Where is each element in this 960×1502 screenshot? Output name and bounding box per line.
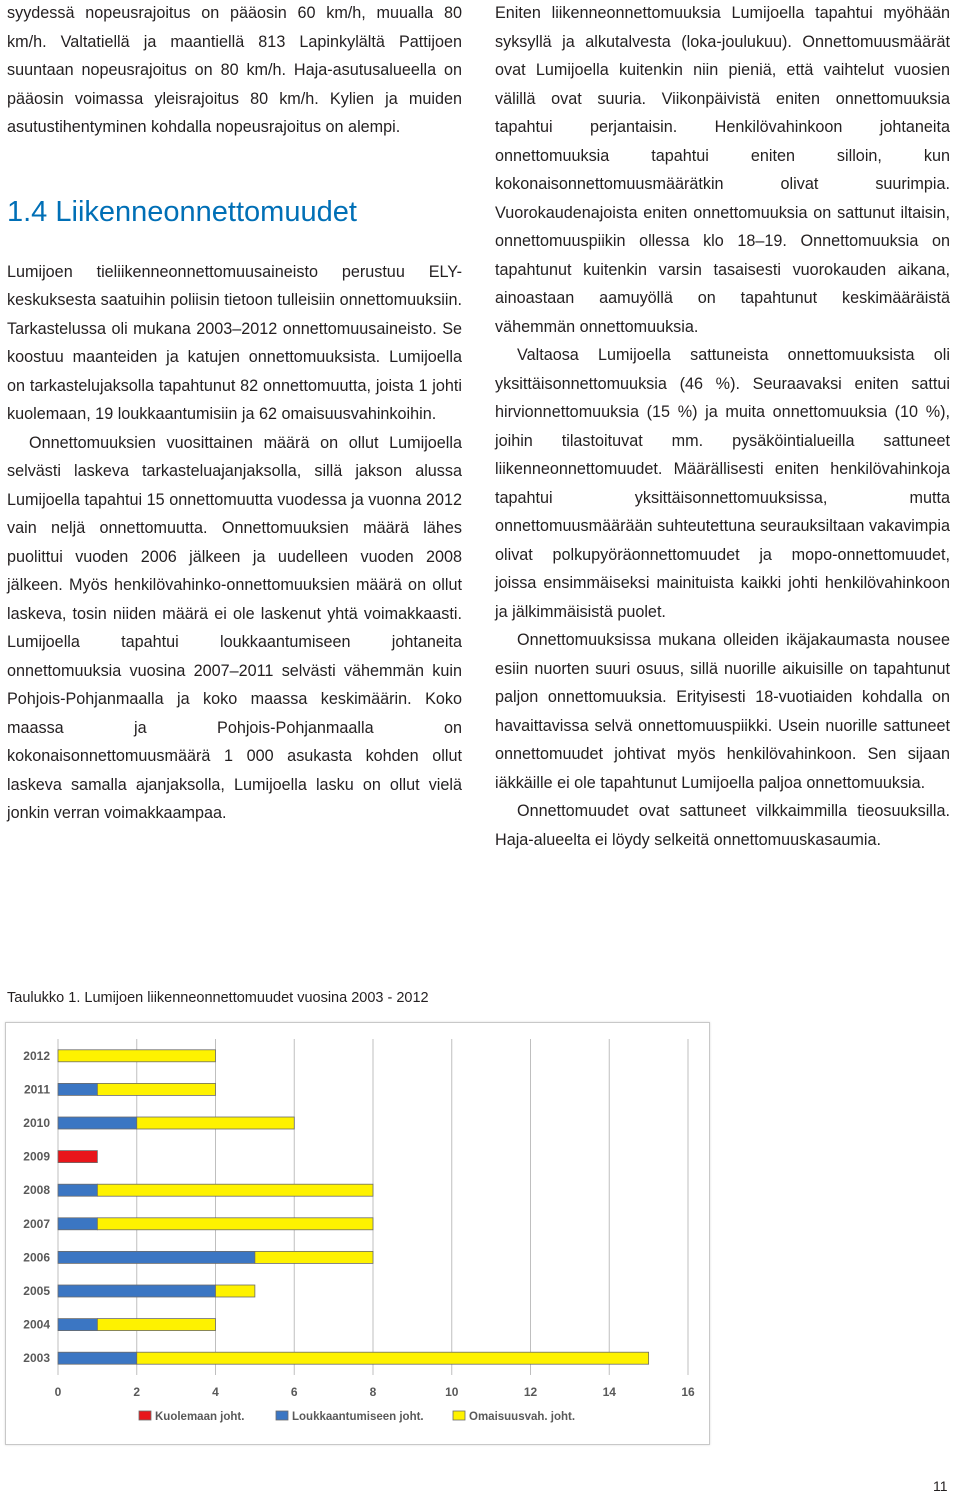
bar-segment [137,1117,295,1129]
legend-label: Omaisuusvah. joht. [469,1411,576,1423]
bar-segment [58,1352,137,1364]
bar-segment [97,1083,215,1095]
x-tick-label: 6 [290,1385,298,1399]
y-tick-label: 2011 [23,1082,50,1097]
page-number: 11 [933,1478,948,1494]
bar-segment [58,1050,216,1062]
bar-segment [58,1117,137,1129]
legend-label: Loukkaantumiseen joht. [292,1411,424,1423]
x-tick-label: 8 [369,1385,377,1399]
body-paragraph: Onnettomuuksissa mukana olleiden ikäjakaumasta nousee esiin nuorten suuri osuus, sillä nuorille aikuisille on tapahtunut paljon onnettomuuksia. Erityisesti 18-vuotiaiden kohdalla on havaittavissa selvä onnettomuuspiikki. Usein nuorille sattuneet onnettomuudet johtivat myös henkilövahinkoon. Sen sijaan iäkkäille ei ole tapahtunut Lumijoella paljoa onnettomuuksia. [495,631,950,792]
bar-segment [58,1151,97,1163]
legend-swatch [453,1411,465,1420]
y-tick-label: 2008 [23,1183,50,1198]
y-tick-label: 2012 [23,1048,50,1063]
chart-svg [6,1023,709,1444]
bar-segment [58,1285,216,1297]
section-heading: 1.4 Liikenneonnettomuudet [7,195,357,228]
bar-segment [97,1218,373,1230]
bar-segment [216,1285,255,1297]
bar-segment [58,1251,255,1263]
bar-segment [97,1184,373,1196]
bar-segment [58,1083,97,1095]
y-tick-label: 2005 [23,1284,50,1298]
y-tick-label: 2010 [23,1116,50,1130]
body-paragraph: Onnettomuudet ovat sattuneet vilkkaimmilla tieosuuksilla. Haja-alueelta ei löydy selkeitä onnettomuuskasaumia. [495,802,950,849]
x-tick-label: 4 [212,1385,219,1399]
x-tick-label: 14 [602,1385,616,1399]
right-column [495,0,950,854]
figure-caption: Taulukko 1. Lumijoen liikenneonnettomuudet vuosina 2003 - 2012 [7,990,429,1006]
bar-segment [58,1319,97,1331]
left-column [7,0,462,828]
y-tick-label: 2003 [23,1351,50,1366]
x-tick-label: 2 [133,1385,141,1399]
y-tick-label: 2009 [23,1149,50,1164]
legend-label: Kuolemaan joht. [155,1411,245,1423]
x-tick-label: 10 [445,1385,459,1399]
bar-segment [97,1319,215,1331]
x-tick-label: 12 [523,1385,538,1399]
y-tick-label: 2007 [23,1216,50,1231]
legend-swatch [276,1411,288,1420]
body-paragraph: Valtaosa Lumijoella sattuneista onnettomuuksista oli yksittäisonnettomuuksia (46 %). Seuraavaksi eniten sattui hirvionnettomuuksia (15 %) ja muita onnettomuuksia (10 %), joihin tilastoituvat mm. pysäköintialueilla sattuneet liikenneonnettomuudet. Määrällisesti eniten henkilövahinkoja tapahtui yksittäisonnettomuuksissa, mutta onnettomuusmäärään suhteutettuna seurauksiltaan vakavimpia olivat polkupyöräonnettomuudet ja mopo-onnettomuudet, joissa ensimmäiseksi mainituista kaikki johti henkilövahinkoon ja jälkimmäisistä puolet. [495,346,950,621]
y-tick-label: 2004 [23,1317,50,1332]
x-tick-label: 16 [681,1385,695,1399]
bar-segment [137,1352,649,1364]
intro-paragraph: syydessä nopeusrajoitus on pääosin 60 km/h, muualla 80 km/h. Valtatiellä ja maantiellä 813 Lapinkylältä Pattijoen suuntaan nopeusrajoitus on 80 km/h. Haja-asutusalueella on pääosin voimassa yleisrajoitus 80 km/h. Kylien ja muiden asutustihentyminen kohdalla nopeusrajoitus on alempi. [7,4,462,136]
legend-swatch [139,1411,151,1420]
bar-segment [255,1251,373,1263]
bar-segment [58,1184,97,1196]
x-tick-label: 0 [54,1385,62,1399]
accidents-chart [5,1022,710,1445]
y-tick-label: 2006 [23,1250,50,1265]
body-paragraph: Onnettomuuksien vuosittainen määrä on ollut Lumijoella selvästi laskeva tarkasteluajanjaksolla, sillä jakson alussa Lumijoella tapahtui 15 onnettomuutta vuodessa ja vuonna 2012 vain neljä onnettomuutta. Onnettomuuksien määrä lähes puolittui vuoden 2006 jälkeen ja uudelleen vuoden 2008 jälkeen. Myös henkilövahinko-onnettomuuksien määrä on ollut laskeva, tosin niiden määrä ei ole laskenut yhtä voimakkaasti. Lumijoella tapahtui loukkaantumiseen johtaneita onnettomuuksia vuosina 2007–2011 selvästi vähemmän kuin Pohjois-Pohjanmaalla ja koko maassa keskimäärin. Koko maassa ja Pohjois-Pohjanmaalla on kokonaisonnettomuusmäärä 1 000 asukasta kohden ollut laskeva samalla ajanjaksolla, Lumijoella lasku on ollut vielä jonkin verran voimakkaampaa. [7,433,462,822]
bar-segment [58,1218,97,1230]
body-paragraph: Eniten liikenneonnettomuuksia Lumijoella tapahtui myöhään syksyllä ja alkutalvesta (loka-joulukuu). Onnettomuusmäärät ovat Lumijoella kuitenkin niin pieniä, että vaihtelut vuosien välillä ovat suuria. Viikonpäivistä eniten onnettomuuksia tapahtui perjantaisin. Henkilövahinkoon johtaneita onnettomuuksia tapahtui eniten silloin, kun kokonaisonnettomuusmäärätkin olivat suurimpia. Vuorokaudenajoista eniten onnettomuuksia on sattunut iltaisin, onnettomuuspiikin ollessa klo 18–19. Onnettomuuksia on tapahtunut kuitenkin varsin tasaisesti vuorokauden aikana, ainoastaan aamuyöllä on tapahtunut keskimääräistä vähemmän onnettomuuksia. [495,4,950,336]
body-paragraph: Lumijoen tieliikenneonnettomuusaineisto perustuu ELY-keskuksesta saatuihin poliisin tietoon tulleisiin onnettomuuksiin. Tarkastelussa oli mukana 2003–2012 onnettomuusaineisto. Se koostuu maanteiden ja katujen onnettomuuksista. Lumijoella on tarkastelujaksolla tapahtunut 82 onnettomuutta, joista 1 johti kuolemaan, 19 loukkaantumisiin ja 62 omaisuusvahinkoihin. [7,262,462,423]
